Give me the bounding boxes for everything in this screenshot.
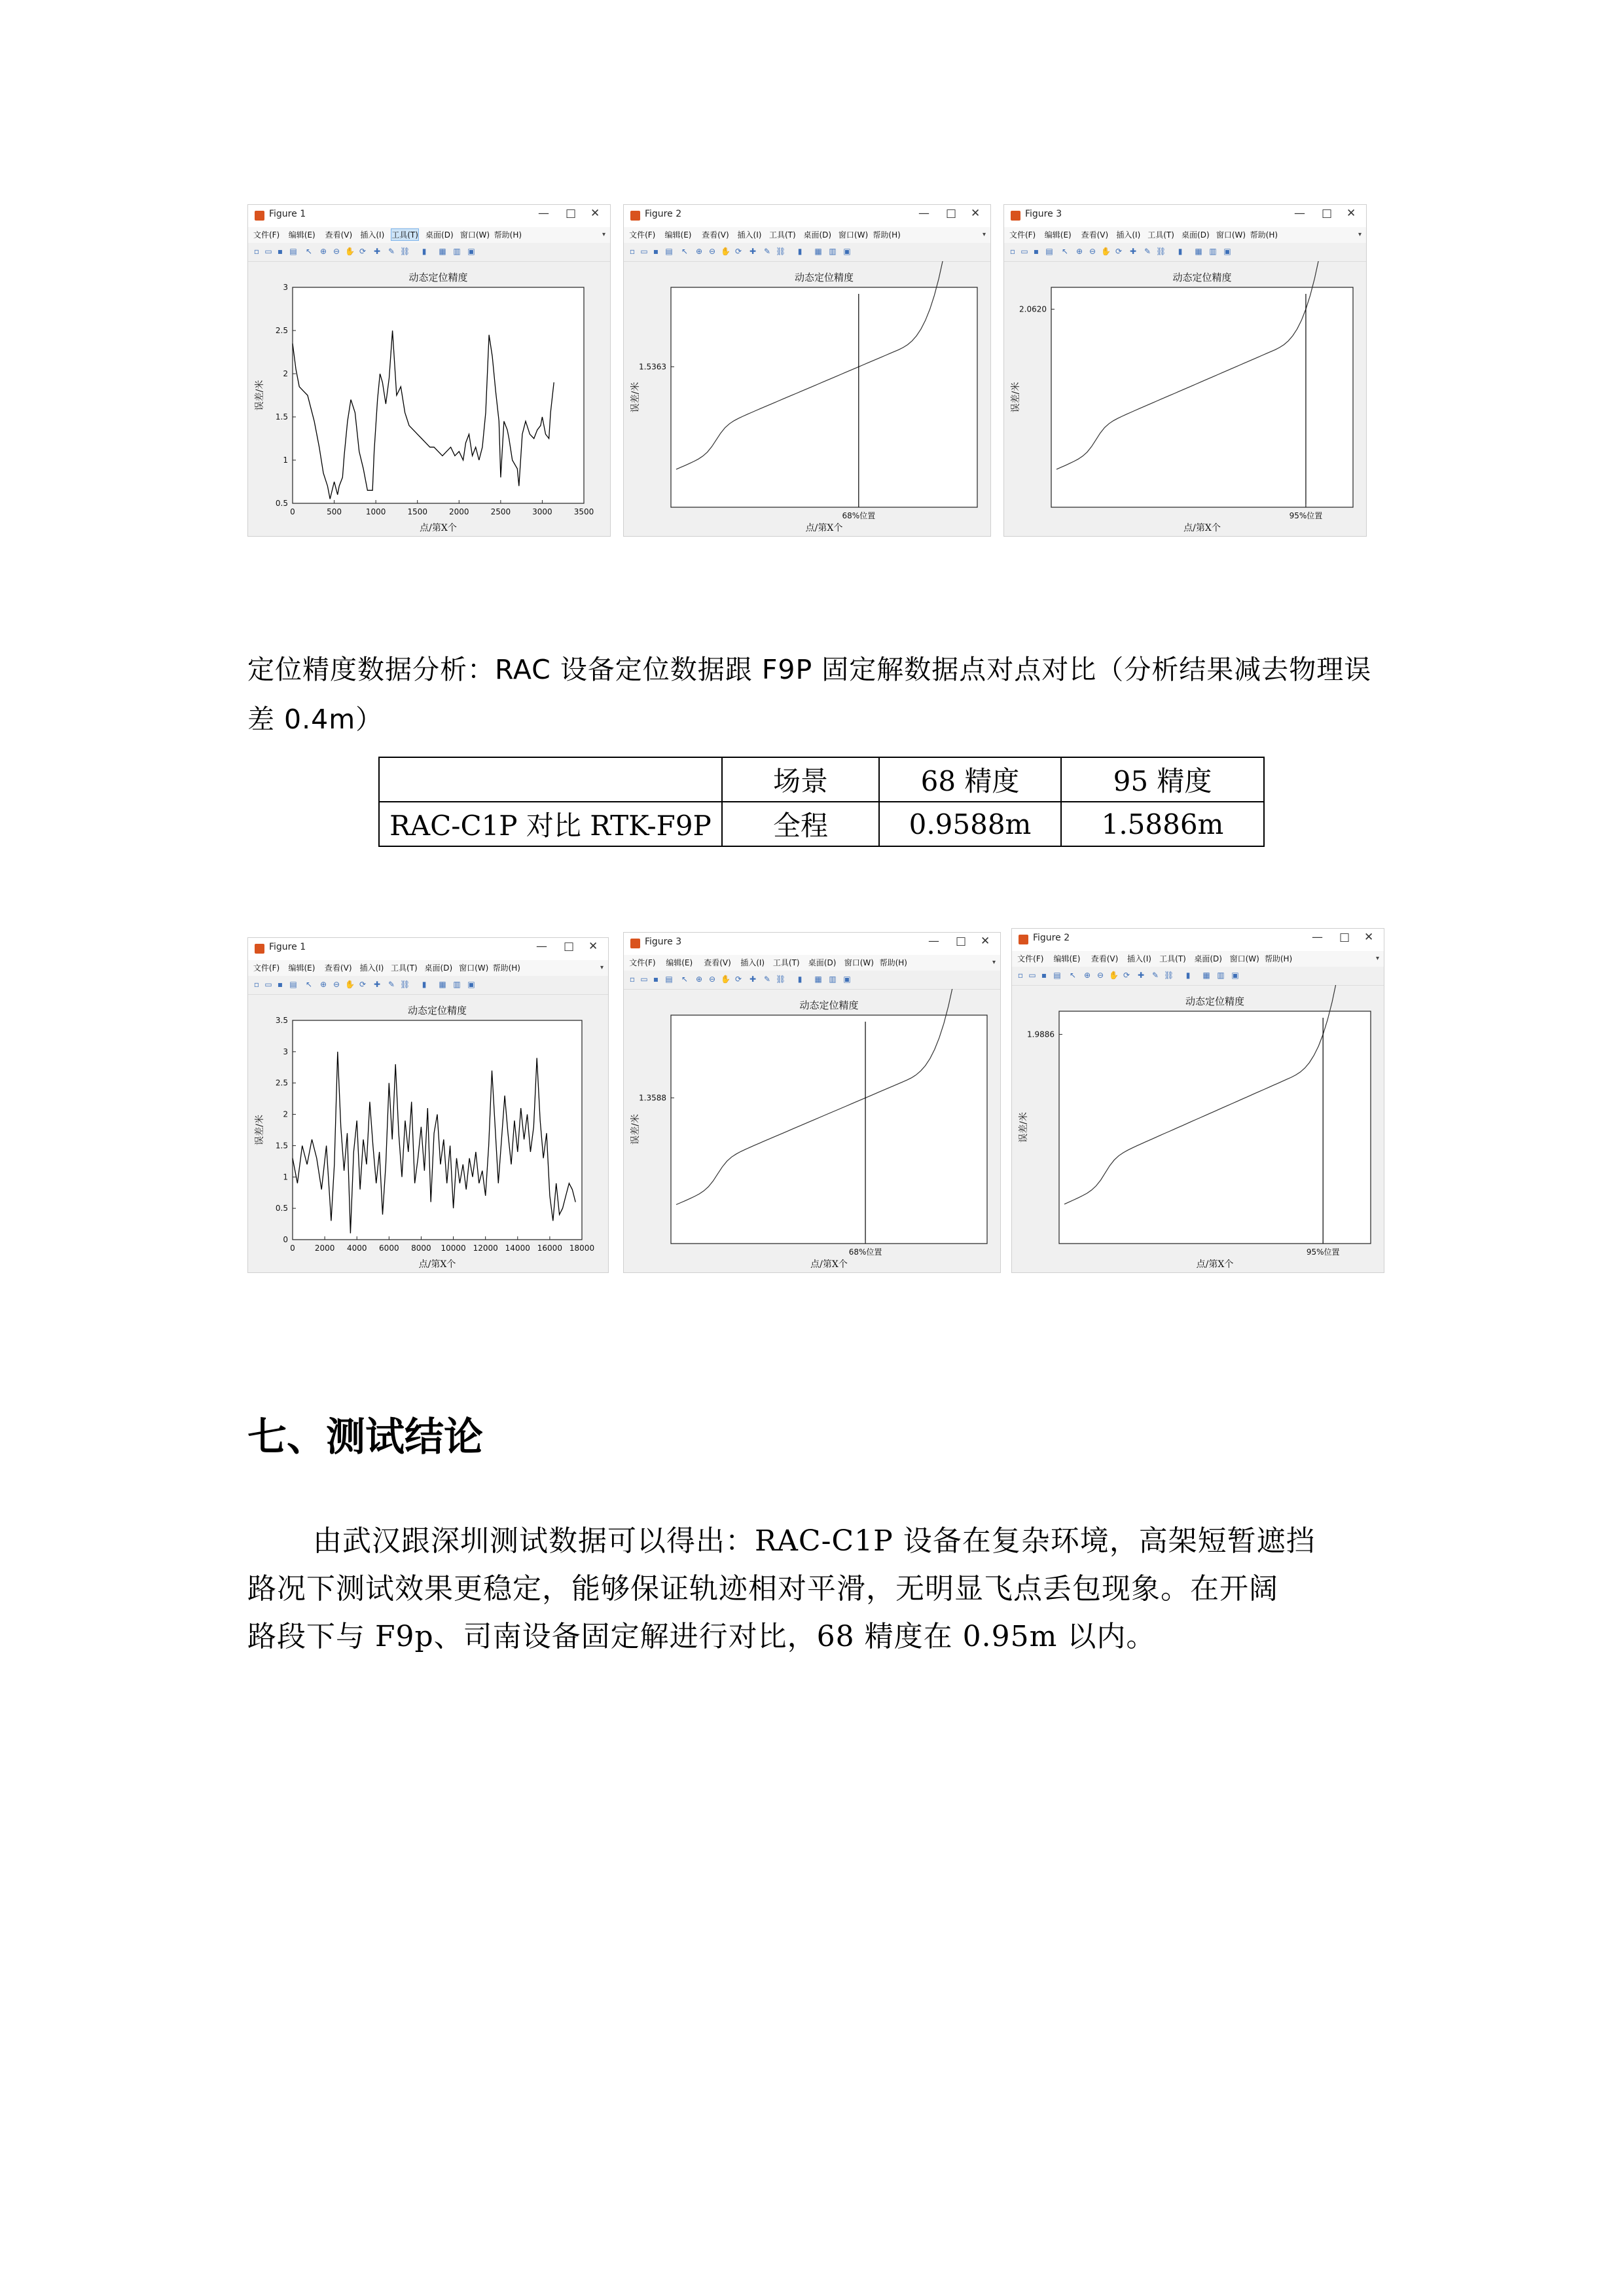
- y-tick-label: 2.5: [275, 1078, 288, 1088]
- open-icon[interactable]: ▭: [640, 247, 648, 256]
- window-title: Figure 1: [269, 942, 306, 952]
- pan-icon[interactable]: ✋: [1109, 971, 1119, 980]
- minimize-icon[interactable]: —: [1312, 931, 1323, 944]
- brush-icon[interactable]: ✎: [388, 980, 395, 989]
- print-icon[interactable]: ▤: [665, 247, 673, 256]
- rotate-icon[interactable]: ⟳: [1123, 971, 1130, 980]
- close-icon[interactable]: ✕: [590, 207, 600, 220]
- window-title: Figure 3: [645, 937, 682, 947]
- menu-item[interactable]: 编辑(E): [664, 230, 692, 240]
- new-icon[interactable]: ▫: [253, 247, 260, 256]
- y-tick-label: 2.0620: [1019, 304, 1047, 314]
- y-axis-label: 误差/米: [1011, 382, 1021, 413]
- pan-icon[interactable]: ✋: [721, 247, 731, 256]
- minimize-icon[interactable]: —: [918, 207, 929, 220]
- analysis-line-2: 差 0.4m）: [247, 704, 384, 735]
- menu-item[interactable]: 桌面(D): [808, 958, 837, 967]
- save-icon[interactable]: ▪: [653, 247, 659, 256]
- precision-table: [378, 757, 1265, 847]
- menu-item[interactable]: 窗口(W): [838, 230, 869, 240]
- data-cursor-icon[interactable]: ✚: [373, 247, 381, 256]
- menu-item[interactable]: 工具(T): [391, 963, 418, 973]
- print-icon[interactable]: ▤: [289, 247, 297, 256]
- plot-axes: [671, 1015, 987, 1244]
- plot-tools-icon[interactable]: ▣: [843, 975, 851, 984]
- figure-window-2[interactable]: [623, 204, 991, 537]
- menu-item[interactable]: 窗口(W): [844, 958, 874, 967]
- matlab-logo-icon: [630, 211, 640, 221]
- grid-icon[interactable]: ▥: [1209, 247, 1217, 256]
- plot-title: 动态定位精度: [408, 272, 468, 283]
- figure-window-6[interactable]: [1011, 928, 1384, 1273]
- colorbar-icon[interactable]: ▮: [1185, 971, 1191, 980]
- maximize-icon[interactable]: □: [956, 935, 967, 948]
- save-icon[interactable]: ▪: [277, 247, 283, 256]
- pointer-icon[interactable]: ↖: [305, 247, 313, 256]
- menu-item[interactable]: 桌面(D): [425, 230, 454, 240]
- plot-title: 动态定位精度: [1185, 996, 1245, 1007]
- menu-overflow-icon[interactable]: ▾: [992, 959, 996, 966]
- menu-item[interactable]: 文件(F): [1017, 954, 1044, 963]
- y-tick-label: 2.5: [275, 326, 288, 335]
- link-icon[interactable]: ⛓: [400, 980, 410, 989]
- y-axis-label: 误差/米: [630, 382, 641, 413]
- x-tick-label: 16000: [537, 1244, 562, 1253]
- menu-item[interactable]: 文件(F): [253, 230, 280, 240]
- colorbar-icon[interactable]: ▮: [422, 247, 427, 256]
- close-icon[interactable]: ✕: [971, 207, 981, 220]
- x-tick-label: 500: [327, 507, 342, 516]
- minimize-icon[interactable]: —: [536, 940, 547, 953]
- x-tick-label: 12000: [473, 1244, 498, 1253]
- plot-canvas: [1012, 985, 1384, 1272]
- figure-toolbar: [624, 243, 990, 262]
- y-tick-label: 3: [283, 1047, 288, 1056]
- figure-window-4[interactable]: [247, 937, 609, 1273]
- conclusion-line-2: 路况下测试效果更稳定，能够保证轨迹相对平滑，无明显飞点丢包现象。在开阔: [247, 1572, 1278, 1605]
- menu-overflow-icon[interactable]: ▾: [1358, 231, 1362, 238]
- legend-icon[interactable]: ▦: [814, 975, 822, 984]
- menu-overflow-icon[interactable]: ▾: [1376, 955, 1380, 962]
- table-header-cell: 68 精度: [879, 757, 1061, 802]
- menu-bar: [248, 960, 608, 976]
- menu-item[interactable]: 工具(T): [768, 230, 796, 240]
- plot-axes: [1051, 287, 1353, 507]
- figure-toolbar: [1004, 243, 1366, 262]
- zoom-out-icon[interactable]: ⊖: [333, 980, 340, 989]
- figure-window-3[interactable]: [1003, 204, 1367, 537]
- save-icon[interactable]: ▪: [1041, 971, 1047, 980]
- zoom-in-icon[interactable]: ⊕: [1083, 971, 1091, 980]
- pointer-icon[interactable]: ↖: [1061, 247, 1069, 256]
- grid-icon[interactable]: ▥: [453, 980, 461, 989]
- menu-item[interactable]: 插入(I): [1116, 230, 1141, 240]
- y-tick-label: 0: [283, 1235, 288, 1244]
- new-icon[interactable]: ▫: [629, 247, 636, 256]
- y-axis-label: 误差/米: [255, 380, 265, 411]
- pan-icon[interactable]: ✋: [1101, 247, 1111, 256]
- x-tick-label: 10000: [441, 1244, 466, 1253]
- window-titlebar: [624, 205, 990, 227]
- zoom-out-icon[interactable]: ⊖: [708, 247, 716, 256]
- grid-icon[interactable]: ▥: [453, 247, 461, 256]
- menu-item[interactable]: 帮助(H): [492, 963, 520, 973]
- menu-item[interactable]: 工具(T): [772, 958, 800, 967]
- y-tick-label: 0.5: [275, 499, 288, 508]
- menu-bar: [624, 227, 990, 243]
- y-tick-label: 3: [283, 283, 288, 292]
- menu-item[interactable]: 帮助(H): [1250, 230, 1278, 240]
- menu-item[interactable]: 文件(F): [1009, 230, 1036, 240]
- x-tick-label: 4000: [346, 1244, 367, 1253]
- matlab-logo-icon: [255, 944, 264, 954]
- menu-item[interactable]: 帮助(H): [494, 230, 522, 240]
- close-icon[interactable]: ✕: [981, 935, 990, 948]
- y-tick-label: 1: [283, 1172, 288, 1182]
- maximize-icon[interactable]: □: [946, 207, 957, 220]
- link-icon[interactable]: ⛓: [1164, 971, 1174, 980]
- link-icon[interactable]: ⛓: [776, 975, 786, 984]
- menu-bar: [248, 227, 610, 243]
- table-header-cell: 95 精度: [1061, 757, 1264, 802]
- window-title: Figure 2: [645, 209, 682, 219]
- close-icon[interactable]: ✕: [1346, 207, 1356, 220]
- link-icon[interactable]: ⛓: [776, 247, 786, 256]
- zoom-out-icon[interactable]: ⊖: [1089, 247, 1096, 256]
- plot-tools-icon[interactable]: ▣: [467, 247, 475, 256]
- brush-icon[interactable]: ✎: [763, 247, 771, 256]
- y-axis-label: 误差/米: [630, 1114, 641, 1145]
- zoom-in-icon[interactable]: ⊕: [319, 980, 327, 989]
- menu-item[interactable]: 插入(I): [1127, 954, 1151, 963]
- print-icon[interactable]: ▤: [1053, 971, 1061, 980]
- close-icon[interactable]: ✕: [1364, 931, 1374, 944]
- plot-axes: [671, 287, 977, 507]
- plot-tools-icon[interactable]: ▣: [467, 980, 475, 989]
- menu-item[interactable]: 桌面(D): [803, 230, 832, 240]
- new-icon[interactable]: ▫: [1017, 971, 1024, 980]
- maximize-icon[interactable]: □: [1322, 207, 1333, 220]
- menu-item[interactable]: 查看(V): [324, 963, 352, 973]
- menu-bar: [624, 955, 1000, 971]
- y-tick-label: 1.5: [275, 1141, 288, 1151]
- link-icon[interactable]: ⛓: [400, 247, 410, 256]
- grid-icon[interactable]: ▥: [829, 975, 837, 984]
- matlab-logo-icon: [1011, 211, 1020, 221]
- open-icon[interactable]: ▭: [264, 980, 272, 989]
- open-icon[interactable]: ▭: [264, 247, 272, 256]
- y-tick-label: 1.5363: [639, 362, 666, 372]
- maximize-icon[interactable]: □: [566, 207, 577, 220]
- x-tick-label: 14000: [505, 1244, 530, 1253]
- menu-bar: [1012, 951, 1384, 967]
- minimize-icon[interactable]: —: [1294, 207, 1305, 220]
- open-icon[interactable]: ▭: [1028, 971, 1036, 980]
- plot-title: 动态定位精度: [794, 272, 854, 283]
- menu-item[interactable]: 文件(F): [629, 230, 656, 240]
- data-cursor-icon[interactable]: ✚: [749, 975, 757, 984]
- table-row: [379, 802, 1264, 846]
- pan-icon[interactable]: ✋: [721, 975, 731, 984]
- menu-item[interactable]: 工具(T): [1147, 230, 1174, 240]
- maximize-icon[interactable]: □: [1339, 931, 1350, 944]
- legend-icon[interactable]: ▦: [439, 247, 446, 256]
- x-tick-label: 95%位置: [1289, 511, 1323, 520]
- save-icon[interactable]: ▪: [277, 980, 283, 989]
- analysis-paragraph: [247, 645, 1371, 744]
- legend-icon[interactable]: ▦: [814, 247, 822, 256]
- window-titlebar: [1012, 929, 1384, 951]
- print-icon[interactable]: ▤: [665, 975, 673, 984]
- menu-item[interactable]: 桌面(D): [424, 963, 453, 973]
- menu-bar: [1004, 227, 1366, 243]
- pointer-icon[interactable]: ↖: [681, 247, 689, 256]
- close-icon[interactable]: ✕: [588, 940, 598, 953]
- matlab-logo-icon: [630, 939, 640, 948]
- figure-toolbar: [248, 976, 608, 995]
- y-axis-label: 误差/米: [255, 1115, 265, 1145]
- minimize-icon[interactable]: —: [928, 935, 939, 948]
- x-axis-label: 点/第X个: [1183, 523, 1221, 533]
- rotate-icon[interactable]: ⟳: [1115, 247, 1123, 256]
- x-axis-label: 点/第X个: [805, 523, 843, 533]
- print-icon[interactable]: ▤: [289, 980, 297, 989]
- analysis-line-1: 定位精度数据分析：RAC 设备定位数据跟 F9P 固定解数据点对点对比（分析结果减去物理误: [247, 654, 1372, 685]
- colorbar-icon[interactable]: ▮: [422, 980, 427, 989]
- x-tick-label: 2000: [449, 507, 469, 516]
- table-cell: RAC-C1P 对比 RTK-F9P: [379, 802, 722, 846]
- plot-tools-icon[interactable]: ▣: [1223, 247, 1231, 256]
- y-tick-label: 1.9886: [1027, 1030, 1055, 1039]
- rotate-icon[interactable]: ⟳: [734, 247, 742, 256]
- plot-title: 动态定位精度: [1172, 272, 1232, 283]
- pointer-icon[interactable]: ↖: [681, 975, 689, 984]
- window-titlebar: [1004, 205, 1366, 227]
- conclusion-line-3: 路段下与 F9p、司南设备固定解进行对比，68 精度在 0.95m 以内。: [247, 1620, 1156, 1653]
- pan-icon[interactable]: ✋: [345, 247, 355, 256]
- rotate-icon[interactable]: ⟳: [359, 980, 367, 989]
- figure-window-5[interactable]: [623, 932, 1001, 1273]
- plot-canvas: [248, 994, 608, 1272]
- pointer-icon[interactable]: ↖: [1069, 971, 1077, 980]
- data-cursor-icon[interactable]: ✚: [1129, 247, 1137, 256]
- menu-item[interactable]: 查看(V): [702, 230, 729, 240]
- x-axis-label: 点/第X个: [420, 523, 457, 533]
- data-cursor-icon[interactable]: ✚: [1137, 971, 1145, 980]
- minimize-icon[interactable]: —: [538, 207, 549, 220]
- menu-item[interactable]: 查看(V): [325, 230, 353, 240]
- colorbar-icon[interactable]: ▮: [797, 975, 803, 984]
- menu-item[interactable]: 插入(I): [740, 958, 765, 967]
- x-tick-label: 1000: [365, 507, 386, 516]
- window-title: Figure 3: [1025, 209, 1062, 219]
- new-icon[interactable]: ▫: [253, 980, 260, 989]
- menu-item[interactable]: 查看(V): [704, 958, 731, 967]
- menu-item[interactable]: 编辑(E): [288, 230, 316, 240]
- y-axis-label: 误差/米: [1019, 1112, 1029, 1143]
- menu-item[interactable]: 文件(F): [629, 958, 656, 967]
- zoom-in-icon[interactable]: ⊕: [319, 247, 327, 256]
- colorbar-icon[interactable]: ▮: [1178, 247, 1183, 256]
- x-tick-label: 95%位置: [1306, 1247, 1340, 1257]
- conclusion-line-1: 由武汉跟深圳测试数据可以得出：RAC-C1P 设备在复杂环境，高架短暂遮挡: [313, 1524, 1316, 1558]
- section-heading: 七、测试结论: [247, 1414, 483, 1460]
- window-titlebar: [248, 205, 610, 227]
- data-cursor-icon[interactable]: ✚: [373, 980, 381, 989]
- x-tick-label: 2500: [490, 507, 511, 516]
- menu-item[interactable]: 窗口(W): [459, 963, 489, 973]
- legend-icon[interactable]: ▦: [1195, 247, 1202, 256]
- matlab-logo-icon: [1019, 935, 1028, 944]
- menu-item[interactable]: 文件(F): [253, 963, 280, 973]
- menu-item[interactable]: 插入(I): [359, 963, 384, 973]
- x-tick-label: 8000: [411, 1244, 431, 1253]
- figure-toolbar: [1012, 967, 1384, 986]
- rotate-icon[interactable]: ⟳: [359, 247, 367, 256]
- x-axis-label: 点/第X个: [1196, 1259, 1234, 1270]
- menu-item[interactable]: 窗口(W): [1229, 954, 1259, 963]
- table-header-cell: 场景: [722, 757, 879, 802]
- open-icon[interactable]: ▭: [1020, 247, 1028, 256]
- figure-toolbar: [624, 971, 1000, 990]
- menu-item[interactable]: 窗口(W): [460, 230, 490, 240]
- brush-icon[interactable]: ✎: [388, 247, 395, 256]
- x-axis-label: 点/第X个: [810, 1259, 848, 1270]
- window-titlebar: [624, 933, 1000, 955]
- menu-item[interactable]: 工具(T): [391, 230, 418, 240]
- table-header-cell: [379, 757, 722, 802]
- plot-axes: [293, 1020, 582, 1240]
- y-tick-label: 1.5: [275, 412, 288, 422]
- colorbar-icon[interactable]: ▮: [797, 247, 803, 256]
- x-tick-label: 18000: [569, 1244, 595, 1253]
- grid-icon[interactable]: ▥: [1217, 971, 1225, 980]
- grid-icon[interactable]: ▥: [829, 247, 837, 256]
- maximize-icon[interactable]: □: [564, 940, 575, 953]
- new-icon[interactable]: ▫: [629, 975, 636, 984]
- y-tick-label: 0.5: [275, 1204, 288, 1213]
- zoom-out-icon[interactable]: ⊖: [708, 975, 716, 984]
- zoom-out-icon[interactable]: ⊖: [333, 247, 340, 256]
- x-tick-label: 0: [290, 507, 295, 516]
- rotate-icon[interactable]: ⟳: [734, 975, 742, 984]
- menu-overflow-icon[interactable]: ▾: [602, 231, 606, 238]
- menu-item[interactable]: 桌面(D): [1182, 230, 1210, 240]
- menu-item[interactable]: 编辑(E): [666, 958, 693, 967]
- window-title: Figure 2: [1033, 933, 1070, 943]
- conclusion-paragraph: [247, 1517, 1386, 1660]
- plot-axes: [293, 287, 584, 503]
- save-icon[interactable]: ▪: [653, 975, 659, 984]
- matlab-logo-icon: [255, 211, 264, 221]
- menu-item[interactable]: 编辑(E): [1053, 954, 1081, 963]
- pan-icon[interactable]: ✋: [345, 980, 355, 989]
- figure-toolbar: [248, 243, 610, 262]
- plot-tools-icon[interactable]: ▣: [1231, 971, 1239, 980]
- x-tick-label: 3000: [532, 507, 552, 516]
- menu-item[interactable]: 桌面(D): [1194, 954, 1222, 963]
- y-tick-label: 1.3588: [639, 1093, 666, 1103]
- plot-title: 动态定位精度: [799, 999, 859, 1011]
- menu-item[interactable]: 帮助(H): [873, 230, 901, 240]
- plot-canvas: [624, 989, 1000, 1272]
- brush-icon[interactable]: ✎: [1151, 971, 1159, 980]
- new-icon[interactable]: ▫: [1009, 247, 1016, 256]
- x-tick-label: 0: [290, 1244, 295, 1253]
- legend-icon[interactable]: ▦: [439, 980, 446, 989]
- table-cell: 全程: [722, 802, 879, 846]
- window-title: Figure 1: [269, 209, 306, 219]
- table-cell: 1.5886m: [1061, 802, 1264, 846]
- zoom-in-icon[interactable]: ⊕: [1075, 247, 1083, 256]
- x-tick-label: 1500: [407, 507, 427, 516]
- plot-canvas: [1004, 261, 1366, 536]
- plot-tools-icon[interactable]: ▣: [843, 247, 851, 256]
- x-tick-label: 2000: [314, 1244, 335, 1253]
- zoom-in-icon[interactable]: ⊕: [695, 247, 703, 256]
- menu-item[interactable]: 工具(T): [1159, 954, 1186, 963]
- y-tick-label: 1: [283, 456, 288, 465]
- open-icon[interactable]: ▭: [640, 975, 648, 984]
- menu-item[interactable]: 窗口(W): [1216, 230, 1246, 240]
- x-tick-label: 3500: [573, 507, 594, 516]
- link-icon[interactable]: ⛓: [1156, 247, 1166, 256]
- plot-title: 动态定位精度: [407, 1005, 467, 1016]
- zoom-out-icon[interactable]: ⊖: [1096, 971, 1104, 980]
- data-cursor-icon[interactable]: ✚: [749, 247, 757, 256]
- menu-overflow-icon[interactable]: ▾: [600, 964, 604, 971]
- brush-icon[interactable]: ✎: [1144, 247, 1151, 256]
- brush-icon[interactable]: ✎: [763, 975, 771, 984]
- pointer-icon[interactable]: ↖: [305, 980, 313, 989]
- menu-item[interactable]: 插入(I): [737, 230, 762, 240]
- menu-item[interactable]: 查看(V): [1091, 954, 1119, 963]
- menu-item[interactable]: 查看(V): [1081, 230, 1109, 240]
- x-tick-label: 68%位置: [848, 1247, 882, 1257]
- x-axis-label: 点/第X个: [418, 1259, 456, 1270]
- legend-icon[interactable]: ▦: [1202, 971, 1210, 980]
- plot-canvas: [624, 261, 990, 536]
- menu-item[interactable]: 帮助(H): [1264, 954, 1293, 963]
- menu-item[interactable]: 编辑(E): [1044, 230, 1072, 240]
- zoom-in-icon[interactable]: ⊕: [695, 975, 703, 984]
- y-tick-label: 2: [283, 1109, 288, 1119]
- window-titlebar: [248, 938, 608, 960]
- figure-window-1[interactable]: [247, 204, 611, 537]
- y-tick-label: 2: [283, 369, 288, 378]
- plot-canvas: [248, 261, 610, 536]
- plot-axes: [1059, 1011, 1371, 1244]
- table-cell: 0.9588m: [879, 802, 1061, 846]
- menu-item[interactable]: 插入(I): [360, 230, 385, 240]
- menu-overflow-icon[interactable]: ▾: [983, 231, 986, 238]
- y-tick-label: 3.5: [275, 1016, 288, 1025]
- menu-item[interactable]: 帮助(H): [879, 958, 907, 967]
- x-tick-label: 6000: [379, 1244, 399, 1253]
- menu-item[interactable]: 编辑(E): [288, 963, 316, 973]
- print-icon[interactable]: ▤: [1045, 247, 1053, 256]
- save-icon[interactable]: ▪: [1033, 247, 1039, 256]
- x-tick-label: 68%位置: [842, 511, 876, 520]
- table-header-row: [379, 757, 1264, 802]
